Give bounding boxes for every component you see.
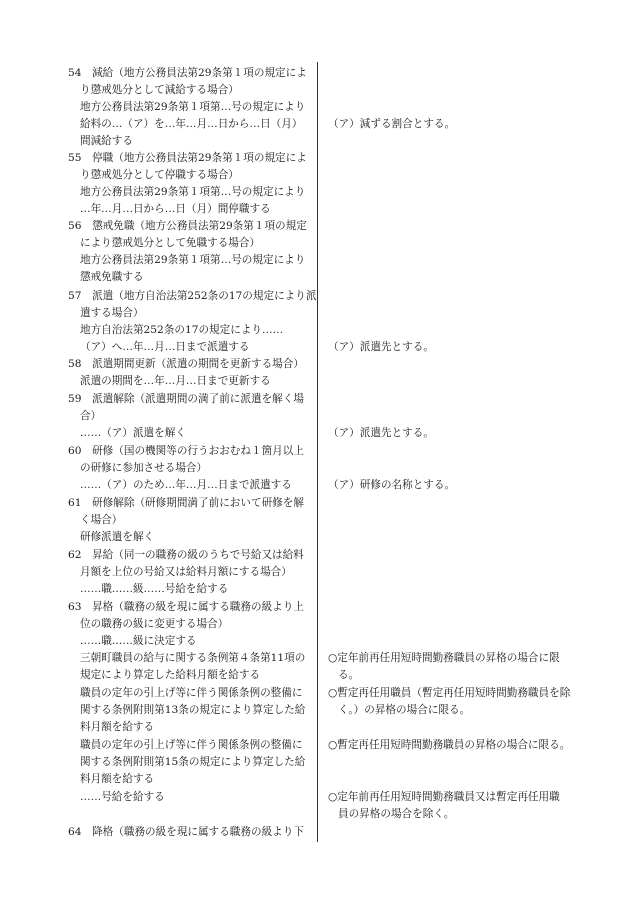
item-63-text: 三朝町職員の給与に関する条例第４条第11項の: [80, 652, 306, 664]
note-60: （ア）研修の名称とする。: [328, 479, 456, 491]
item-62-text: ……職……級……号給を給する: [80, 583, 229, 595]
note-63-b: ○暫定再任用職員（暫定再任用短時間勤務職員を除: [328, 687, 571, 699]
item-63-text: 料月額を給する: [80, 773, 155, 785]
item-62-heading: 62 昇給（同一の職務の級のうちで号給又は給料: [68, 549, 304, 561]
note-63-c: ○暫定再任用短時間勤務職員の昇格の場合に限る。: [328, 739, 571, 751]
item-54-heading: 54 減給（地方公務員法第29条第１項の規定によ: [68, 67, 307, 79]
note-63-a-cont: る。: [338, 669, 360, 681]
item-62-heading-cont: 月額を上位の号給又は給料月額にする場合）: [80, 566, 292, 578]
item-63-text: 関する条例附則第15条の規定により算定した給: [80, 756, 306, 768]
item-59-heading: 59 派遣解除（派遣期間の満了前に派遣を解く場: [68, 393, 304, 405]
item-63-text: 職員の定年の引上げ等に伴う関係条例の整備に: [80, 739, 303, 751]
item-55-heading: 55 停職（地方公務員法第29条第１項の規定によ: [68, 152, 307, 164]
item-63-heading-cont: 位の職務の級に変更する場合）: [80, 618, 229, 630]
item-64-heading: 64 降格（職務の級を現に属する職務の級より下: [68, 826, 304, 838]
item-60-heading-cont: の研修に参加させる場合）: [80, 462, 208, 474]
item-63-text: ……号給を給する: [80, 791, 165, 803]
item-61-text: 研修派遣を解く: [80, 531, 155, 543]
item-59-heading-cont: 合）: [80, 410, 102, 422]
item-54-text: 間減給する: [80, 135, 133, 147]
note-59: （ア）派遣先とする。: [328, 427, 434, 439]
item-56-text: 地方公務員法第29条第１項第…号の規定により: [80, 254, 306, 266]
item-54-text: 給料の…（ア）を…年…月…日から…日（月）: [80, 118, 303, 130]
note-54: （ア）減ずる割合とする。: [328, 118, 456, 130]
item-55-text: …年…月…日から…日（月）間停職する: [80, 203, 271, 215]
item-61-heading: 61 研修解除（研修期間満了前において研修を解: [68, 497, 304, 509]
item-63-text: 職員の定年の引上げ等に伴う関係条例の整備に: [80, 687, 303, 699]
note-63-d-cont: 員の昇格の場合を除く。: [338, 808, 455, 820]
item-56-heading-cont: により懲戒処分として免職する場合）: [80, 237, 261, 249]
item-57-heading: 57 派遣（地方自治法第252条の17の規定により派: [68, 290, 317, 302]
item-63-text: ……職……級に決定する: [80, 635, 197, 647]
item-54-heading-cont: り懲戒処分として減給する場合）: [80, 84, 239, 96]
item-54-text: 地方公務員法第29条第１項第…号の規定により: [80, 101, 306, 113]
item-58-text: 派遣の期間を…年…月…日まで更新する: [80, 375, 271, 387]
item-56-text: 懲戒免職する: [80, 271, 144, 283]
item-58-heading: 58 派遣期間更新（派遣の期間を更新する場合）: [68, 358, 304, 370]
note-57: （ア）派遣先とする。: [328, 341, 434, 353]
item-55-heading-cont: り懲戒処分として停職する場合）: [80, 169, 239, 181]
item-63-heading: 63 昇格（職務の級を現に属する職務の級より上: [68, 601, 304, 613]
item-61-heading-cont: く場合）: [80, 514, 123, 526]
item-59-text: ……（ア）派遣を解く: [80, 427, 186, 439]
item-63-text: 関する条例附則第13条の規定により算定した給: [80, 704, 306, 716]
item-63-text: 規定により算定した給料月額を給する: [80, 669, 261, 681]
item-57-text: 地方自治法第252条の17の規定により……: [80, 324, 284, 336]
item-56-heading: 56 懲戒免職（地方公務員法第29条第１項の規定: [68, 220, 307, 232]
item-60-text: ……（ア）のため…年…月…日まで派遣する: [80, 479, 292, 491]
note-63-d: ○定年前再任用短時間勤務職員又は暫定再任用職: [328, 791, 560, 803]
item-55-text: 地方公務員法第29条第１項第…号の規定により: [80, 186, 306, 198]
item-60-heading: 60 研修（国の機関等の行うおおむね１箇月以上: [68, 445, 304, 457]
note-63-b-cont: く。）の昇格の場合に限る。: [338, 704, 471, 716]
item-57-heading-cont: 遣する場合）: [80, 307, 144, 319]
item-63-text: 料月額を給する: [80, 721, 155, 733]
column-divider: [317, 62, 318, 842]
item-57-text: （ア）へ…年…月…日まで派遣する: [80, 341, 250, 353]
note-63-a: ○定年前再任用短時間勤務職員の昇格の場合に限: [328, 652, 560, 664]
